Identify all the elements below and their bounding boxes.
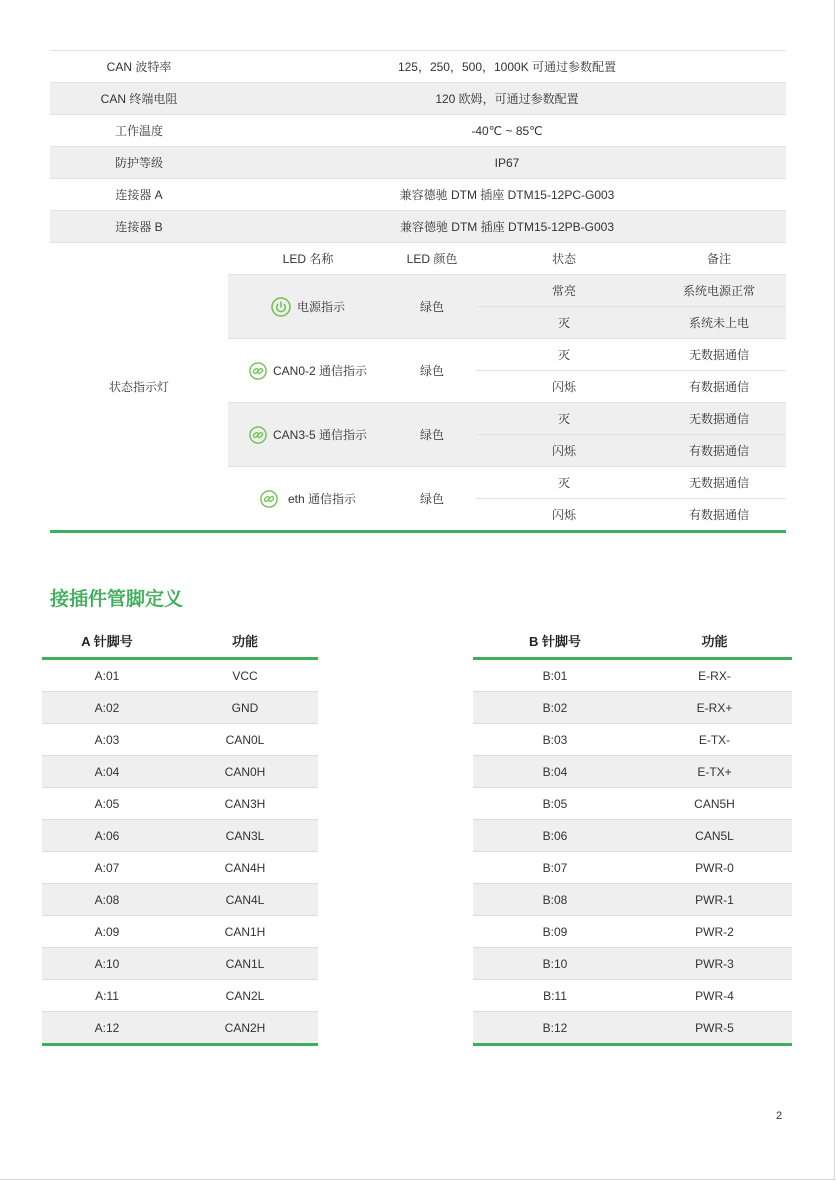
pin-number: A:09 bbox=[94, 924, 120, 939]
pin-header-function: 功能 bbox=[701, 634, 728, 649]
led-state: 灭 bbox=[557, 476, 570, 490]
pin-number: A:07 bbox=[94, 860, 120, 875]
spec-value: 120 欧姆，可通过参数配置 bbox=[435, 92, 579, 106]
led-color: 绿色 bbox=[419, 300, 444, 314]
pin-number: B:10 bbox=[542, 956, 568, 971]
led-status-block bbox=[50, 243, 786, 533]
pin-function: PWR-5 bbox=[695, 1020, 734, 1035]
spec-label: 工作温度 bbox=[114, 124, 163, 138]
table-row bbox=[42, 788, 318, 820]
pin-header-function: 功能 bbox=[231, 634, 258, 649]
led-states bbox=[476, 339, 786, 402]
led-name-cell bbox=[228, 339, 388, 402]
table-row bbox=[42, 916, 318, 948]
pin-number: B:01 bbox=[542, 668, 568, 683]
pin-function: CAN3H bbox=[224, 796, 266, 811]
pin-function: E-RX- bbox=[698, 668, 731, 683]
pin-function: GND bbox=[231, 700, 259, 715]
led-state: 闪烁 bbox=[551, 380, 576, 394]
led-state: 灭 bbox=[557, 412, 570, 426]
spec-row bbox=[50, 179, 786, 211]
spec-table bbox=[50, 50, 786, 533]
led-color: 绿色 bbox=[419, 428, 444, 442]
pin-header-number: A 针脚号 bbox=[81, 634, 133, 649]
led-group-power bbox=[228, 274, 786, 338]
pin-header-number: B 针脚号 bbox=[528, 634, 581, 649]
pin-function: PWR-1 bbox=[695, 892, 734, 907]
pin-number: A:06 bbox=[94, 828, 120, 843]
pin-number: B:09 bbox=[542, 924, 568, 939]
table-row bbox=[473, 724, 792, 756]
pin-number: B:12 bbox=[542, 1020, 568, 1035]
led-note: 系统未上电 bbox=[688, 316, 749, 330]
pin-number: B:07 bbox=[542, 860, 568, 875]
pin-function: CAN4H bbox=[224, 860, 266, 875]
spec-value: 兼容德驰 DTM 插座 DTM15-12PB-G003 bbox=[399, 220, 615, 234]
table-row bbox=[42, 980, 318, 1012]
pin-function: CAN2H bbox=[224, 1020, 266, 1035]
table-row bbox=[473, 948, 792, 980]
led-color: 绿色 bbox=[419, 492, 444, 506]
pin-number: A:02 bbox=[94, 700, 120, 715]
led-group-can0-2 bbox=[228, 338, 786, 402]
led-name-cell bbox=[228, 467, 388, 530]
pin-function: PWR-0 bbox=[695, 860, 734, 875]
led-note: 无数据通信 bbox=[688, 412, 749, 426]
table-row bbox=[473, 788, 792, 820]
pin-number: A:04 bbox=[94, 764, 120, 779]
spec-row bbox=[50, 51, 786, 83]
led-note: 无数据通信 bbox=[688, 476, 749, 490]
pin-number: A:01 bbox=[94, 668, 120, 683]
pin-number: A:11 bbox=[95, 988, 119, 1003]
led-note: 有数据通信 bbox=[688, 380, 749, 394]
led-name: CAN3-5 通信指示 bbox=[272, 428, 367, 442]
table-row bbox=[473, 820, 792, 852]
led-state-row bbox=[476, 403, 786, 434]
spec-value: -40℃ ~ 85℃ bbox=[471, 123, 543, 138]
led-note: 无数据通信 bbox=[688, 348, 749, 362]
pin-function: PWR-3 bbox=[695, 956, 734, 971]
pin-function: E-TX- bbox=[698, 732, 731, 747]
pin-function: PWR-2 bbox=[695, 924, 734, 939]
table-row bbox=[42, 692, 318, 724]
pin-number: B:06 bbox=[542, 828, 568, 843]
led-header-note: 备注 bbox=[706, 252, 731, 266]
pin-number: A:08 bbox=[94, 892, 120, 907]
table-row bbox=[42, 820, 318, 852]
led-state: 闪烁 bbox=[551, 508, 576, 522]
spec-row bbox=[50, 211, 786, 243]
table-row bbox=[42, 660, 318, 692]
link-icon bbox=[260, 490, 278, 508]
pin-function: E-RX+ bbox=[696, 700, 733, 715]
power-icon bbox=[271, 297, 291, 317]
pin-function: CAN0L bbox=[225, 732, 265, 747]
led-state: 灭 bbox=[557, 316, 570, 330]
table-row bbox=[473, 980, 792, 1012]
led-header-color: LED 颜色 bbox=[406, 252, 458, 266]
section-title: 接插件管脚定义 bbox=[50, 589, 184, 610]
table-row bbox=[473, 884, 792, 916]
table-row bbox=[42, 948, 318, 980]
led-group-eth bbox=[228, 466, 786, 530]
spec-value: IP67 bbox=[494, 155, 520, 170]
pin-table-header bbox=[473, 624, 792, 660]
table-row bbox=[42, 884, 318, 916]
pin-function: CAN5H bbox=[694, 796, 735, 811]
pin-function: CAN1L bbox=[225, 956, 265, 971]
led-note: 有数据通信 bbox=[688, 444, 749, 458]
spec-label: CAN 波特率 bbox=[106, 60, 172, 74]
pin-function: PWR-4 bbox=[695, 988, 734, 1003]
pin-number: B:04 bbox=[542, 764, 568, 779]
led-table-header bbox=[228, 243, 786, 274]
led-name: eth 通信指示 bbox=[287, 492, 357, 506]
pin-function: CAN5L bbox=[695, 828, 734, 843]
table-row bbox=[473, 916, 792, 948]
table-row bbox=[42, 724, 318, 756]
spec-value: 兼容德驰 DTM 插座 DTM15-12PC-G003 bbox=[399, 188, 615, 202]
pin-number: A:05 bbox=[94, 796, 120, 811]
led-block-label: 状态指示灯 bbox=[108, 380, 169, 394]
led-states bbox=[476, 403, 786, 466]
table-row bbox=[473, 756, 792, 788]
led-state: 闪烁 bbox=[551, 444, 576, 458]
spec-row bbox=[50, 147, 786, 179]
link-icon bbox=[249, 426, 267, 444]
pin-number: A:12 bbox=[94, 1020, 120, 1035]
led-header-state: 状态 bbox=[551, 252, 576, 266]
spec-label: CAN 终端电阻 bbox=[100, 92, 178, 106]
pin-table-a bbox=[42, 624, 318, 1046]
page-number: 2 bbox=[776, 1110, 783, 1122]
table-row bbox=[473, 1012, 792, 1046]
table-row bbox=[42, 756, 318, 788]
spec-label: 连接器 B bbox=[115, 220, 163, 234]
spec-value: 125，250，500，1000K 可通过参数配置 bbox=[397, 60, 617, 74]
pin-number: B:11 bbox=[543, 988, 567, 1003]
table-row bbox=[42, 1012, 318, 1046]
led-state-row bbox=[476, 275, 786, 306]
pin-table-b bbox=[473, 624, 792, 1046]
pin-number: A:03 bbox=[94, 732, 120, 747]
led-states bbox=[476, 467, 786, 530]
led-header-name: LED 名称 bbox=[282, 252, 334, 266]
table-row bbox=[42, 852, 318, 884]
pin-function: CAN4L bbox=[225, 892, 265, 907]
spec-label: 连接器 A bbox=[115, 188, 163, 202]
pin-function: CAN3L bbox=[225, 828, 265, 843]
led-state-row bbox=[476, 467, 786, 498]
link-icon bbox=[249, 362, 267, 380]
led-state-row bbox=[476, 434, 786, 466]
led-note: 有数据通信 bbox=[688, 508, 749, 522]
pin-number: B:02 bbox=[542, 700, 568, 715]
led-state-row bbox=[476, 306, 786, 338]
led-name: 电源指示 bbox=[296, 300, 345, 314]
pin-number: B:08 bbox=[542, 892, 568, 907]
led-color: 绿色 bbox=[419, 364, 444, 378]
led-name-cell bbox=[228, 403, 388, 466]
led-state-row bbox=[476, 339, 786, 370]
led-states bbox=[476, 275, 786, 338]
table-row bbox=[473, 660, 792, 692]
led-group-can3-5 bbox=[228, 402, 786, 466]
pin-function: CAN0H bbox=[224, 764, 266, 779]
pin-function: CAN1H bbox=[224, 924, 266, 939]
pin-number: B:03 bbox=[542, 732, 568, 747]
pin-number: A:10 bbox=[94, 956, 120, 971]
led-note: 系统电源正常 bbox=[682, 284, 755, 298]
spec-row bbox=[50, 115, 786, 147]
led-table bbox=[228, 243, 786, 530]
led-state-row bbox=[476, 498, 786, 530]
pin-function: CAN2L bbox=[225, 988, 265, 1003]
spec-label: 防护等级 bbox=[114, 156, 163, 170]
table-row bbox=[473, 852, 792, 884]
led-state: 灭 bbox=[557, 348, 570, 362]
pin-function: VCC bbox=[232, 668, 258, 683]
led-state: 常亮 bbox=[551, 284, 576, 298]
led-state-row bbox=[476, 370, 786, 402]
led-name-cell bbox=[228, 275, 388, 338]
spec-row bbox=[50, 83, 786, 115]
pin-function: E-TX+ bbox=[697, 764, 732, 779]
pin-table-header bbox=[42, 624, 318, 660]
table-row bbox=[473, 692, 792, 724]
pin-number: B:05 bbox=[542, 796, 568, 811]
led-name: CAN0-2 通信指示 bbox=[272, 364, 367, 378]
